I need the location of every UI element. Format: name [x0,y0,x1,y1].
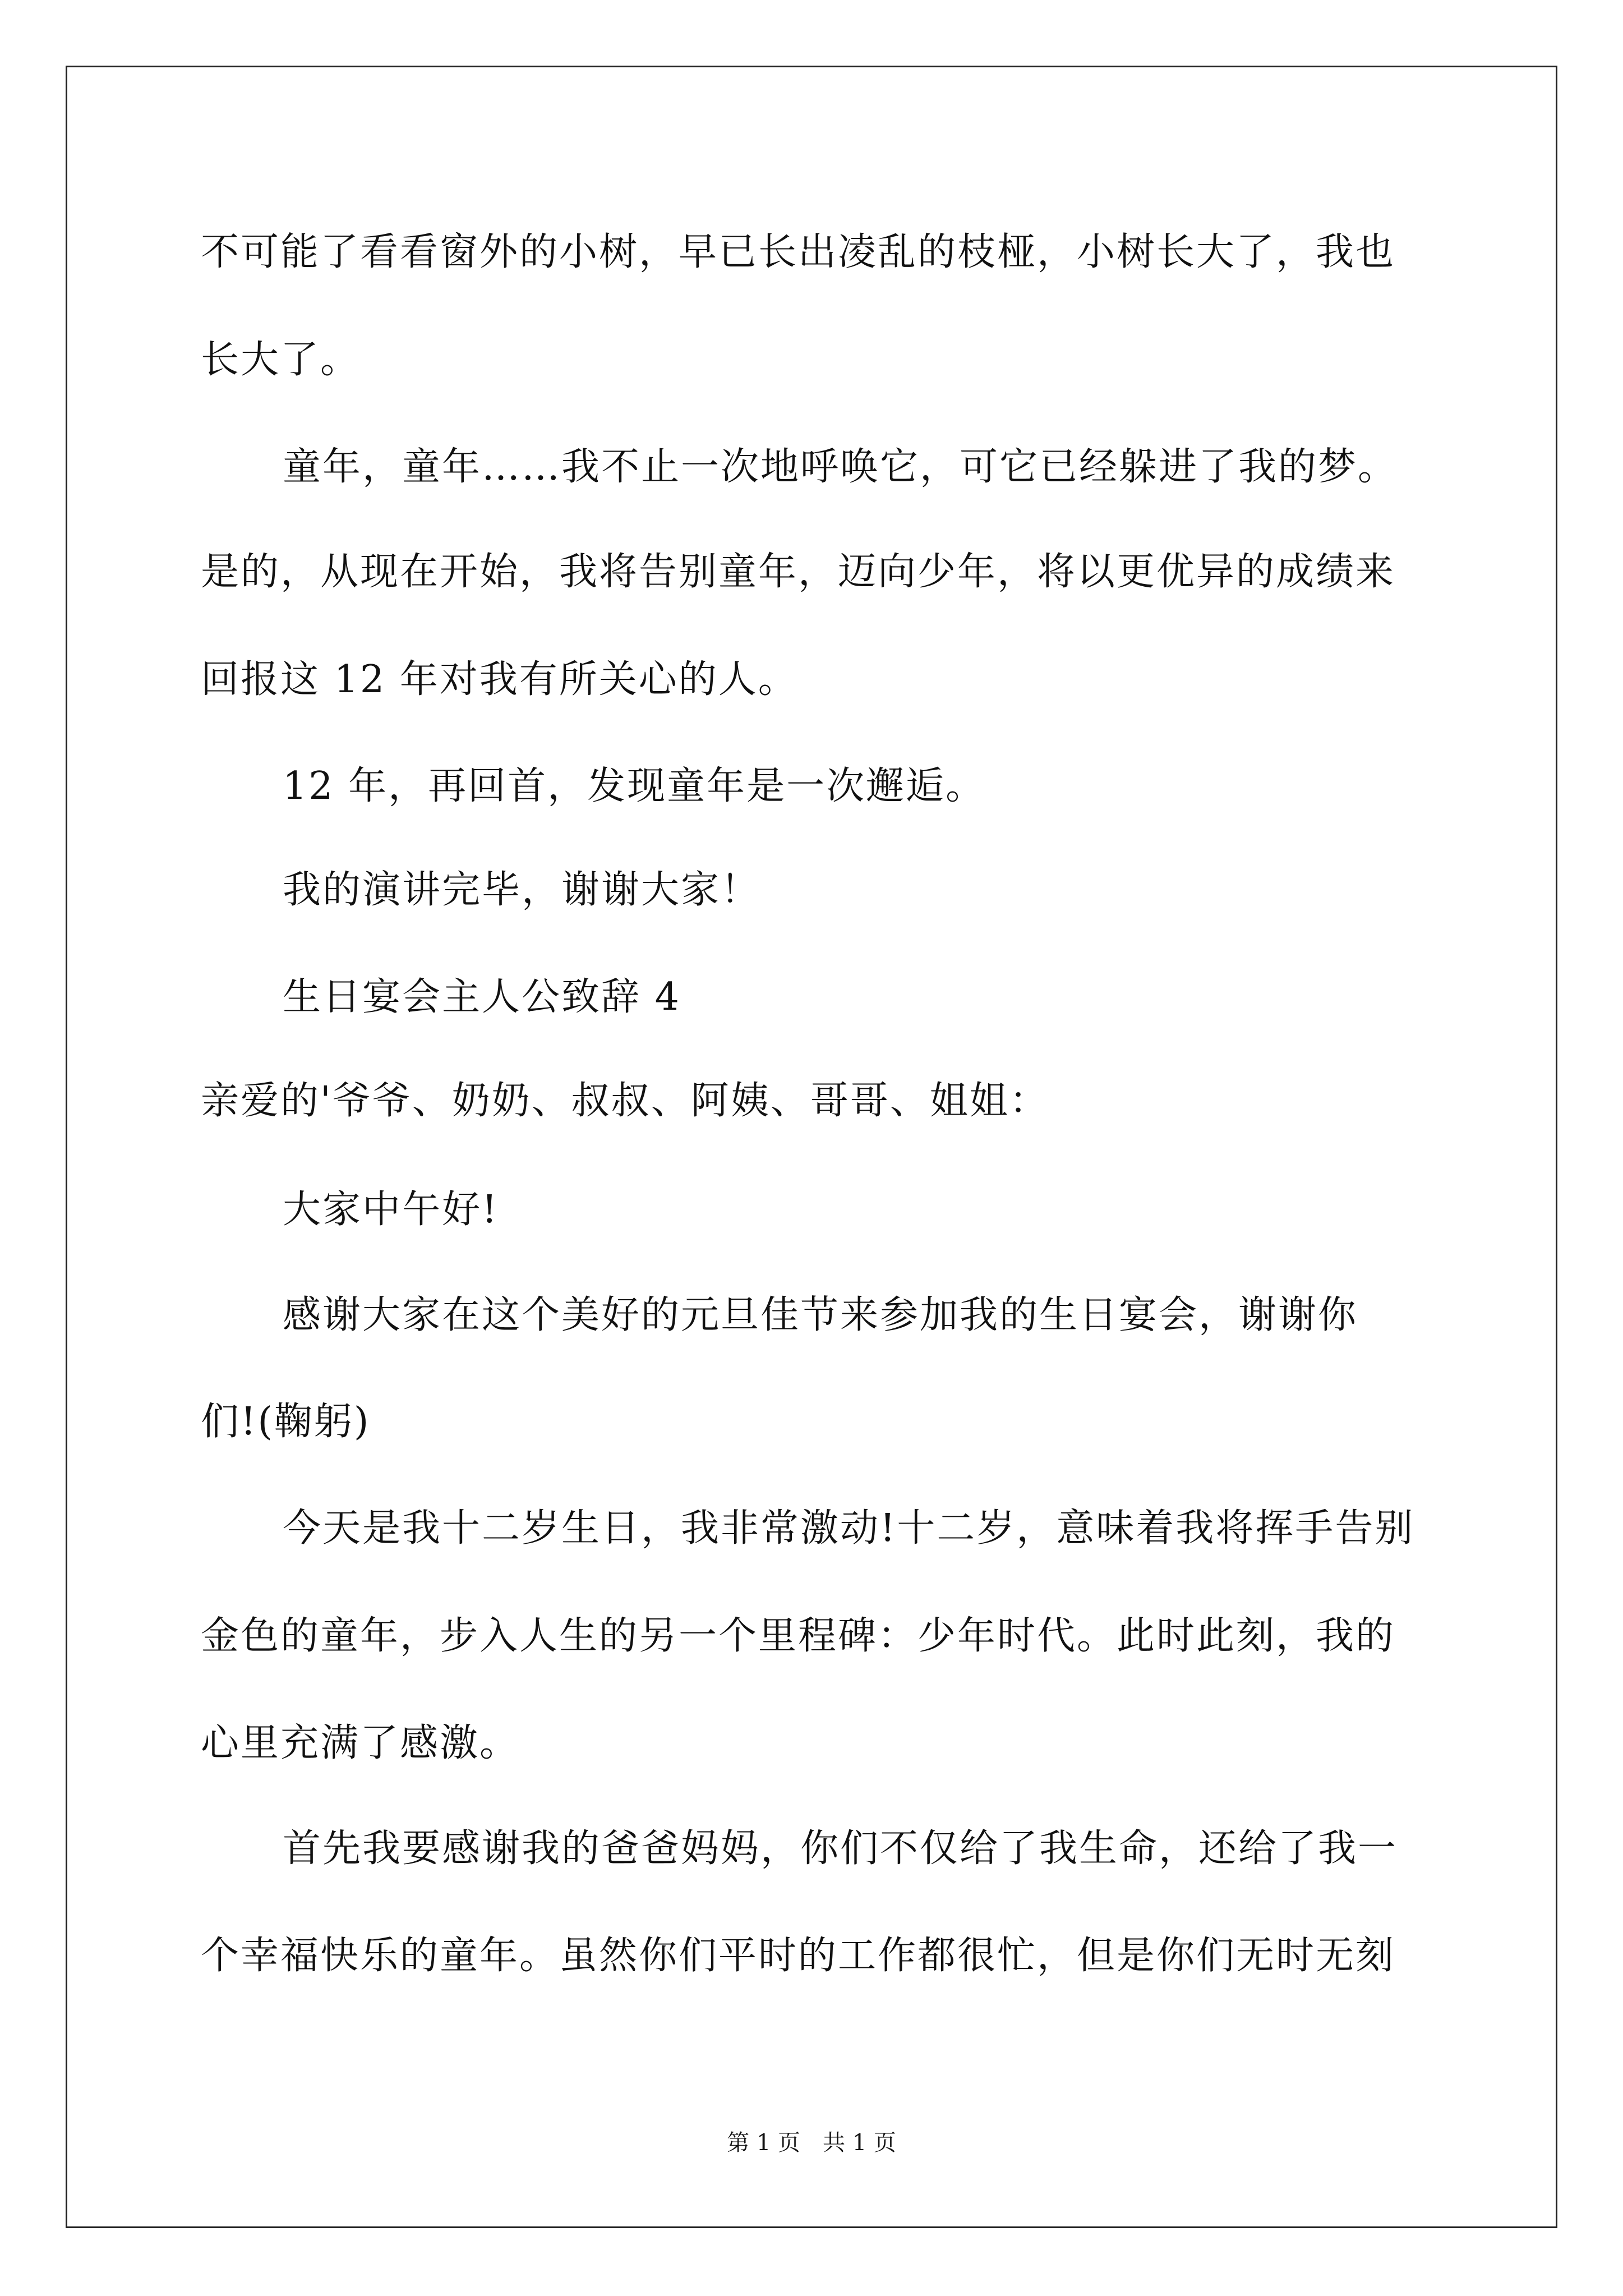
salutation: 亲爱的'爷爷、奶奶、叔叔、阿姨、哥哥、姐姐： [201,1079,1049,1123]
text-line: 大家中午好! [283,1188,499,1232]
text-line: 个幸福快乐的童年。虽然你们平时的工作都很忙，但是你们无时无刻 [201,1934,1396,1978]
text-line: 们!(鞠躬) [201,1400,371,1444]
text-line: 感谢大家在这个美好的元旦佳节来参加我的生日宴会，谢谢你 [283,1293,1358,1337]
text-line: 12 年，再回首，发现童年是一次邂逅。 [283,764,986,808]
text-line: 是的，从现在开始，我将告别童年，迈向少年，将以更优异的成绩来 [201,550,1396,594]
text-line: 回报这 12 年对我有所关心的人。 [201,657,798,702]
text-line: 我的演讲完毕，谢谢大家！ [283,868,761,912]
text-line: 长大了。 [201,338,361,382]
text-line: 不可能了看看窗外的小树，早已长出凌乱的枝桠，小树长大了，我也 [201,230,1396,274]
page-number-footer: 第 1 页 共 1 页 [727,2130,896,2156]
text-line: 心里充满了感激。 [201,1721,520,1765]
text-line: 首先我要感谢我的爸爸妈妈，你们不仅给了我生命，还给了我一 [283,1826,1398,1871]
section-heading: 生日宴会主人公致辞 4 [283,975,681,1019]
page-border [66,66,1557,2228]
text-line: 金色的童年，步入人生的另一个里程碑：少年时代。此时此刻，我的 [201,1614,1396,1658]
text-line: 今天是我十二岁生日，我非常激动!十二岁，意味着我将挥手告别 [283,1506,1415,1550]
text-line: 童年，童年……我不止一次地呼唤它，可它已经躲进了我的梦。 [283,445,1398,489]
